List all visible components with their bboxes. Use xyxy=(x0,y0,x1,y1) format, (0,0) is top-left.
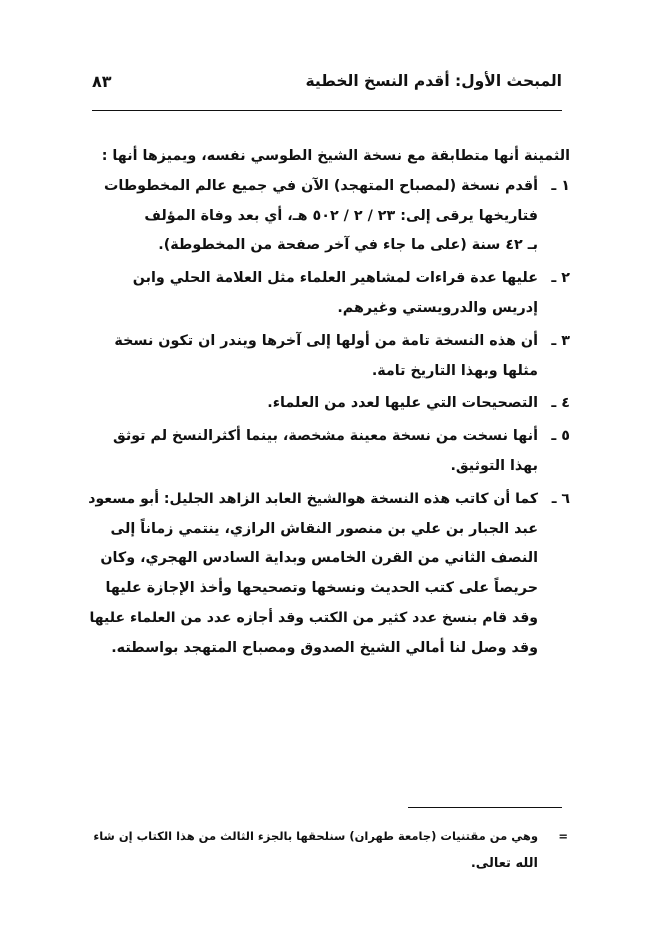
intro-line: الثمينة أنها متطابقة مع نسخة الشيخ الطوسي نفسه، ويميزها أنها : xyxy=(101,148,570,164)
item-line: حريصاً على كتب الحديث ونسخها وتصحيحها وأخذ الإجازة عليها xyxy=(105,580,538,597)
item-line: التصحيحات التي عليها لعدد من العلماء. xyxy=(267,395,538,412)
item-line: كما أن كاتب هذه النسخة هوالشيخ العابد الزاهد الجليل: أبو مسعود xyxy=(88,490,538,507)
item-line: النصف الثاني من القرن الخامس وبداية السادس الهجري، وكان xyxy=(100,550,538,567)
list-item xyxy=(86,422,570,482)
item-line: عليها عدة قراءات لمشاهير العلماء مثل العلامة الحلي وابن xyxy=(132,270,538,287)
page-number: ٨٣ xyxy=(92,72,112,91)
item-line: فتاريخها يرقى إلى: ٢٣ / ٢ / ٥٠٢ هـ، أي بعد وفاة المؤلف xyxy=(144,207,538,224)
item-number: ٢ ـ xyxy=(551,270,570,287)
footnote-line: الله تعالى. xyxy=(470,856,538,871)
item-number: ٤ ـ xyxy=(551,395,570,412)
item-number: ١ ـ xyxy=(551,177,570,194)
list-item xyxy=(86,389,570,419)
item-line: إدريس والدرويستي وغيرهم. xyxy=(337,299,538,316)
running-title: المبحث الأول: أقدم النسخ الخطية xyxy=(305,72,562,90)
main-text xyxy=(86,142,570,664)
page-header xyxy=(92,62,562,102)
list-item xyxy=(86,172,570,261)
footnote-mark: = xyxy=(558,829,568,843)
item-number: ٣ ـ xyxy=(551,332,570,349)
item-number: ٥ ـ xyxy=(551,428,570,445)
item-line: عبد الجبار بن علي بن منصور النقاش الرازي، ينتمي زماناً إلى xyxy=(110,520,538,537)
item-line: بـ ٤٢ سنة (على ما جاء في آخر صفحة من المخطوطة). xyxy=(158,237,538,254)
item-line: أقدم نسخة (لمصباح المتهجد) الآن في جميع عالم المخطوطات xyxy=(103,177,538,194)
header-divider xyxy=(92,110,562,111)
item-line: أنها نسخت من نسخة معينة مشخصة، بينما أكثرالنسخ لم توثق xyxy=(112,428,538,445)
list-item xyxy=(86,264,570,324)
item-line: مثلها وبهذا التاريخ تامة. xyxy=(371,362,538,379)
footnote xyxy=(86,822,568,878)
list-item xyxy=(86,485,570,664)
item-line: وقد قام بنسخ عدد كثير من الكتب وقد أجازه عدد من العلماء عليها xyxy=(89,609,538,626)
item-line: وقد وصل لنا أمالي الشيخ الصدوق ومصباح المتهجد بواسطته. xyxy=(111,639,538,656)
item-line: بهذا التوثيق. xyxy=(450,457,538,474)
item-number: ٦ ـ xyxy=(551,490,570,507)
footnote-line: وهي من مقتنيات (جامعة طهران) سنلحقها بالجزء الثالث من هذا الكتاب إن شاء xyxy=(93,829,538,843)
list-item xyxy=(86,327,570,387)
item-line: أن هذه النسخة تامة من أولها إلى آخرها ويندر ان تكون نسخة xyxy=(114,332,538,349)
footnote-divider xyxy=(408,807,562,808)
